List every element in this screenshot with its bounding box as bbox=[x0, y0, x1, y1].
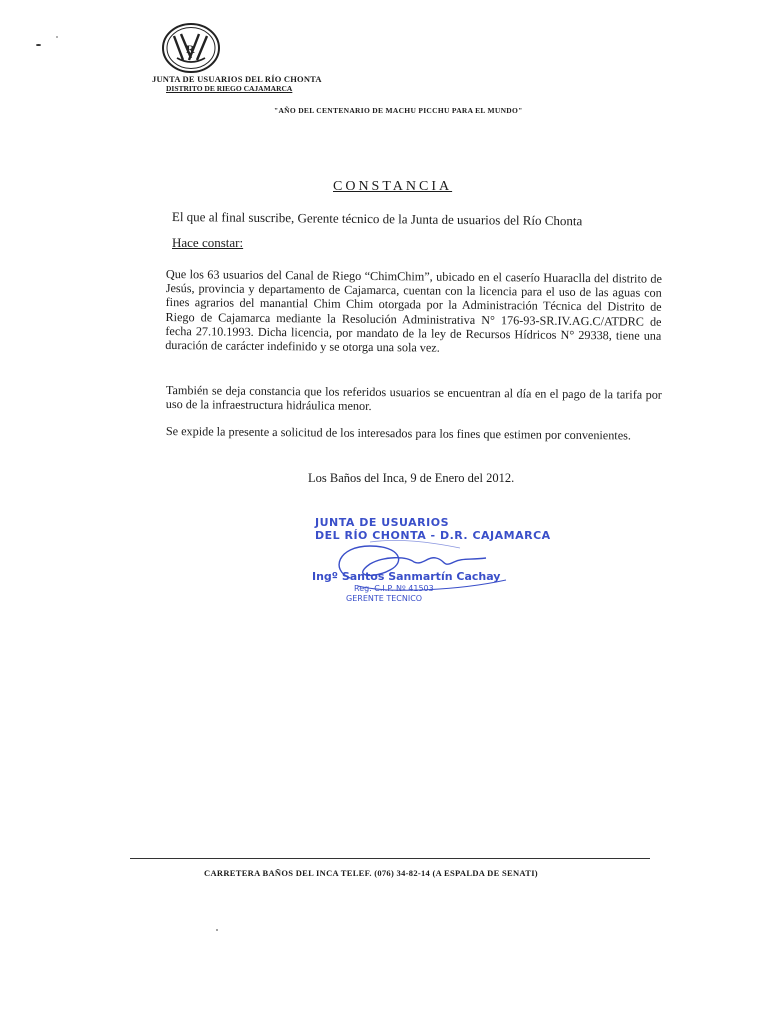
organization-district: DISTRITO DE RIEGO CAJAMARCA bbox=[166, 84, 293, 93]
scan-speck bbox=[56, 36, 58, 38]
year-motto: "AÑO DEL CENTENARIO DE MACHU PICCHU PARA EL MUNDO" bbox=[274, 106, 523, 115]
stamp-line: Reg. C.I.P. Nº 41503 bbox=[354, 584, 434, 593]
stamp-line: DEL RÍO CHONTA - D.R. CAJAMARCA bbox=[315, 529, 551, 542]
footer-divider bbox=[130, 858, 650, 859]
footer-address: CARRETERA BAÑOS DEL INCA TELEF. (076) 34-82-14 (A ESPALDA DE SENATI) bbox=[204, 868, 538, 878]
scan-speck bbox=[36, 44, 41, 46]
body-paragraph: Que los 63 usuarios del Canal de Riego “ChimChim”, ubicado en el caserío Huaraclla del distrito de Jesús, provincia y departamento de Cajamarca, cuentan con la licencia para el uso de las aguas con fines agrarios del manantial Chim Chim otorgada por la Administración Técnica del Distrito de Riego de Cajamarca mediante la Resolución Administrativa N° 176-93-SR.IV.AG.C/ATDRC de fecha 27.10.1993. Dicha licencia, por mandato de la ley de Recursos Hídricos N° 29338, tiene una duración de carácter indefinido y se otorga una sola vez. bbox=[165, 267, 662, 355]
stamp-line: GERENTE TECNICO bbox=[346, 594, 423, 603]
hace-constar-heading: Hace constar: bbox=[172, 235, 244, 250]
scan-speck bbox=[216, 929, 218, 931]
svg-text:R: R bbox=[186, 42, 195, 56]
stamp-line: JUNTA DE USUARIOS bbox=[315, 516, 449, 529]
signature-stamp bbox=[310, 512, 551, 614]
organization-logo bbox=[161, 22, 221, 74]
intro-line: El que al final suscribe, Gerente técnico de la Junta de usuarios del Río Chonta bbox=[171, 209, 583, 229]
document-title: CONSTANCIA bbox=[333, 179, 453, 194]
place-and-date: Los Baños del Inca, 9 de Enero del 2012. bbox=[308, 471, 515, 485]
body-paragraph: También se deja constancia que los referidos usuarios se encuentran al día en el pago de la tarifa por uso de la infraestructura hidráulica menor. bbox=[165, 383, 662, 414]
body-paragraph: Se expide la presente a solicitud de los interesados para los fines que estimen por convenientes. bbox=[165, 424, 632, 443]
organization-name: JUNTA DE USUARIOS DEL RÍO CHONTA bbox=[152, 74, 322, 84]
stamp-line: Ingº Santos Sanmartín Cachay bbox=[312, 570, 501, 583]
